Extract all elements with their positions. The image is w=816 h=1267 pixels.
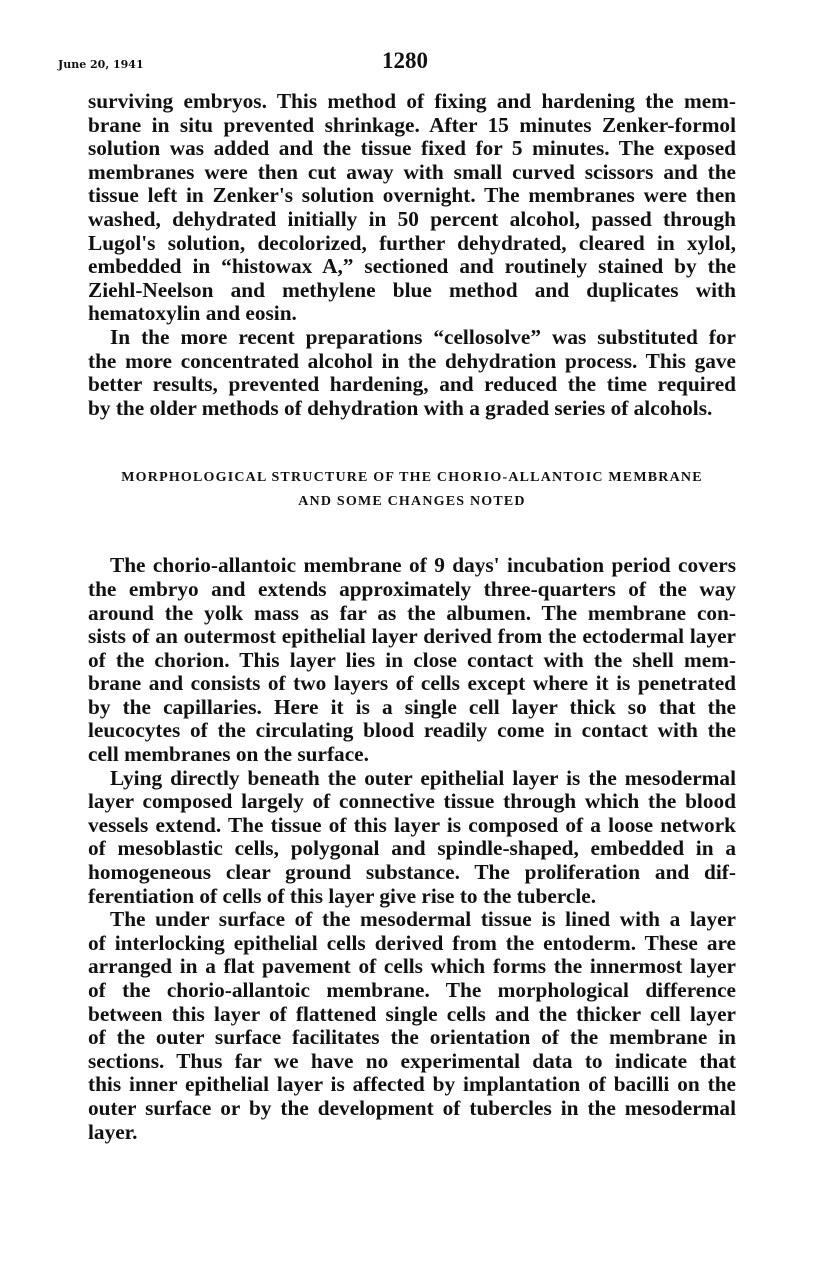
paragraph xyxy=(88,767,736,909)
text-line: cell membranes on the surface. xyxy=(88,742,369,767)
text-line: by the older methods of dehydration with a graded series of alcohols. xyxy=(88,395,713,420)
text-line: of the chorion. This layer lies in close contact with the shell mem- xyxy=(88,647,736,672)
section-heading-line: MORPHOLOGICAL STRUCTURE OF THE CHORIO-ALLANTOIC MEMBRANE xyxy=(121,470,703,486)
section-heading-line: AND SOME CHANGES NOTED xyxy=(298,494,526,510)
running-head-date: June 20, 1941 xyxy=(58,58,144,71)
text-line: of the chorio-allantoic membrane. The morphological difference xyxy=(88,978,736,1002)
text-line: the embryo and extends approximately three-quarters of the way xyxy=(88,576,736,601)
text-line: Ziehl-Neelson and methylene blue method and duplicates with xyxy=(88,277,736,302)
text-line: sists of an outermost epithelial layer derived from the ectodermal layer xyxy=(88,624,736,649)
text-line: arranged in a flat pavement of cells which forms the innermost layer xyxy=(88,954,736,979)
paragraph xyxy=(88,908,736,1144)
text-line: vessels extend. The tissue of this layer is composed of a loose network xyxy=(88,812,736,837)
text-line: brane in situ prevented shrinkage. After 15 minutes Zenker-formol xyxy=(88,112,736,137)
page-body xyxy=(88,90,736,1144)
text-line: washed, dehydrated initially in 50 percent alcohol, passed through xyxy=(88,206,736,231)
text-line: surviving embryos. This method of fixing and hardening the mem- xyxy=(88,89,736,113)
text-line: tissue left in Zenker's solution overnight. The membranes were then xyxy=(88,183,736,208)
text-line: membranes were then cut away with small curved scissors and the xyxy=(88,159,736,184)
text-line: of mesoblastic cells, polygonal and spindle-shaped, embedded in a xyxy=(88,836,736,861)
text-line: the more concentrated alcohol in the dehydration process. This gave xyxy=(88,348,736,373)
text-line: outer surface or by the development of tubercles in the mesodermal xyxy=(88,1095,736,1120)
text-line: Lying directly beneath the outer epithelial layer is the mesodermal xyxy=(110,765,736,790)
paragraph xyxy=(88,554,736,766)
text-line: leucocytes of the circulating blood readily come in contact with the xyxy=(88,718,736,743)
text-line: Lugol's solution, decolorized, further dehydrated, cleared in xylol, xyxy=(88,230,736,255)
text-line: by the capillaries. Here it is a single cell layer thick so that the xyxy=(88,694,736,719)
text-line: layer composed largely of connective tissue through which the blood xyxy=(88,789,736,814)
text-line: hematoxylin and eosin. xyxy=(88,301,297,326)
text-line: layer. xyxy=(88,1119,138,1144)
text-line: this inner epithelial layer is affected by implantation of bacilli on the xyxy=(88,1072,736,1097)
paragraph xyxy=(88,90,736,326)
text-line: better results, prevented hardening, and reduced the time required xyxy=(88,372,736,397)
text-line: In the more recent preparations “cellosolve” was substituted for xyxy=(110,324,736,349)
text-line: around the yolk mass as far as the albumen. The membrane con- xyxy=(88,600,736,625)
text-line: sections. Thus far we have no experimental data to indicate that xyxy=(88,1048,736,1073)
section-heading xyxy=(88,466,736,514)
text-line: embedded in “histowax A,” sectioned and routinely stained by the xyxy=(88,254,736,279)
paragraph xyxy=(88,326,736,420)
text-line: between this layer of flattened single cells and the thicker cell layer xyxy=(88,1001,736,1026)
text-line: ferentiation of cells of this layer give rise to the tubercle. xyxy=(88,883,597,908)
text-line: of interlocking epithelial cells derived from the entoderm. These are xyxy=(88,930,736,955)
text-line: brane and consists of two layers of cells except where it is penetrated xyxy=(88,671,736,696)
text-line: of the outer surface facilitates the orientation of the membrane in xyxy=(88,1025,736,1050)
text-line: The chorio-allantoic membrane of 9 days' incubation period covers xyxy=(110,553,736,578)
text-line: homogeneous clear ground substance. The proliferation and dif- xyxy=(88,860,736,885)
text-line: The under surface of the mesodermal tissue is lined with a layer xyxy=(110,907,736,932)
text-line: solution was added and the tissue fixed for 5 minutes. The exposed xyxy=(88,136,736,161)
page-number: 1280 xyxy=(382,48,428,73)
